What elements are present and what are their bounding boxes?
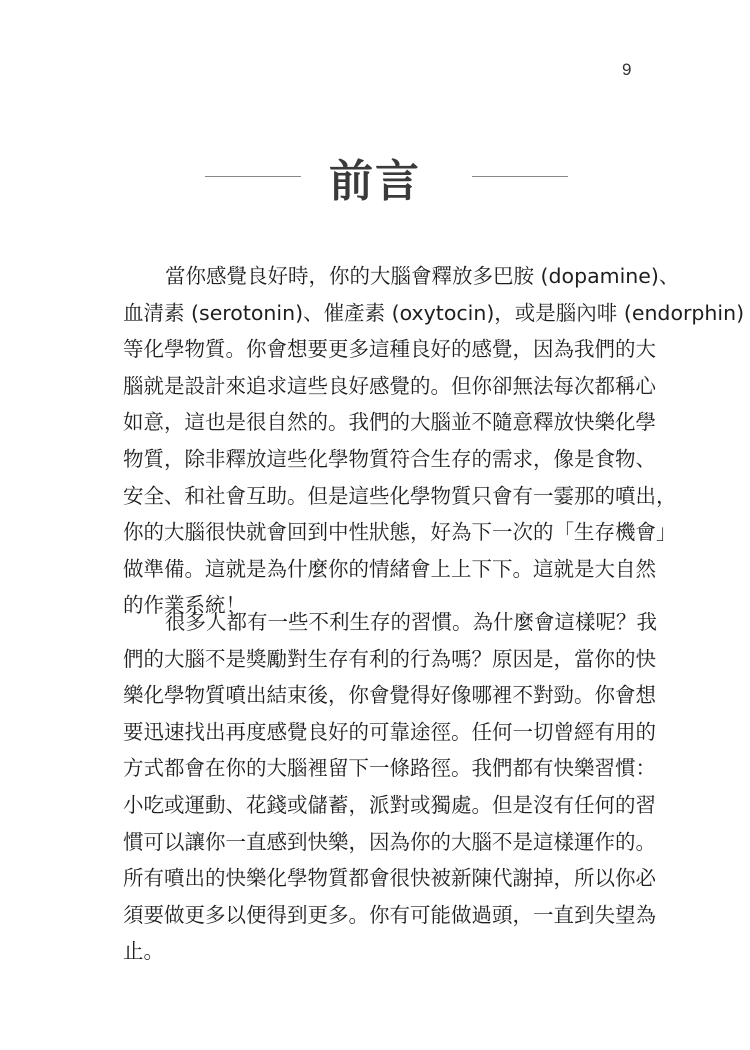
text-line: 慣可以讓你一直感到快樂，因為你的大腦不是這樣運作的。 (123, 829, 656, 854)
chapter-title: 前言 (329, 156, 421, 207)
text-line: 如意，這也是很自然的。我們的大腦並不隨意釋放快樂化學 (123, 410, 656, 435)
text-line: 的作業系統！ (123, 593, 246, 618)
text-line: 當你感覺良好時，你的大腦會釋放多巴胺 (dopamine)、 (165, 264, 680, 288)
text-line: 物質，除非釋放這些化學物質符合生存的需求，像是食物、 (123, 446, 656, 471)
text-line: 你的大腦很快就會回到中性狀態，好為下一次的「生存機會」 (123, 520, 677, 545)
paragraph-2 (123, 604, 657, 970)
text-line: 們的大腦不是獎勵對生存有利的行為嗎？原因是，當你的快 (123, 646, 656, 671)
paragraph-1 (123, 258, 745, 624)
chapter-heading (0, 145, 750, 205)
text-line: 樂化學物質噴出結束後，你會覺得好像哪裡不對勁。你會想 (123, 683, 656, 708)
text-line: 做準備。這就是為什麼你的情緒會上上下下。這就是大自然 (123, 556, 656, 581)
text-line: 安全、和社會互助。但是這些化學物質只會有一霎那的噴出， (123, 483, 677, 508)
text-line: 等化學物質。你會想要更多這種良好的感覺，因為我們的大 (123, 337, 656, 362)
heading-rule-right (472, 176, 568, 177)
text-line: 腦就是設計來追求這些良好感覺的。但你卻無法每次都稱心 (123, 373, 656, 398)
text-line: 須要做更多以便得到更多。你有可能做過頭，一直到失望為 (123, 902, 656, 927)
text-line: 所有噴出的快樂化學物質都會很快被新陳代謝掉，所以你必 (123, 866, 656, 891)
text-line: 方式都會在你的大腦裡留下一條路徑。我們都有快樂習慣： (123, 756, 656, 781)
text-line: 血清素 (serotonin)、催產素 (oxytocin)，或是腦內啡 (endorphin) (123, 300, 745, 325)
page-number: 9 (622, 60, 632, 79)
text-line: 很多人都有一些不利生存的習慣。為什麼會這樣呢？我 (165, 610, 657, 634)
text-line: 要迅速找出再度感覺良好的可靠途徑。任何一切曾經有用的 (123, 719, 656, 744)
text-line: 小吃或運動、花錢或儲蓄，派對或獨處。但是沒有任何的習 (123, 792, 656, 817)
text-line: 止。 (123, 939, 164, 964)
